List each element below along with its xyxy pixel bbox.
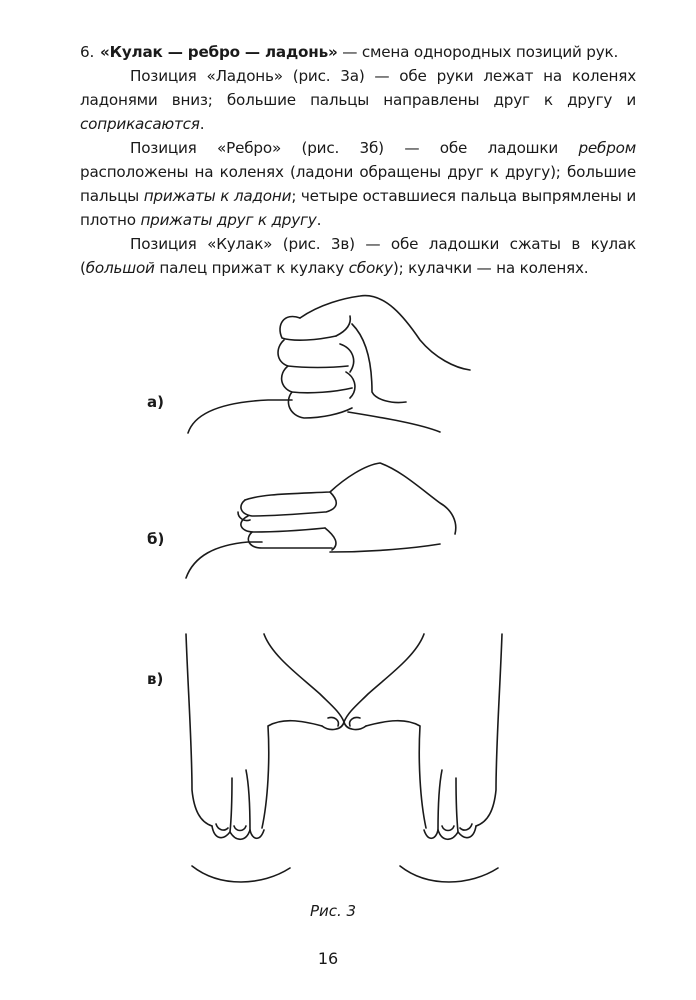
edge-text-1: Позиция «Ребро» (рис. 3б) — обе ладошки [130, 139, 579, 157]
fist-text-2: большой [85, 259, 155, 277]
edge-text-5: ; четыре оставшиеся пальца выпрямлены и плотно [80, 187, 636, 229]
item-number: 6. [80, 43, 95, 61]
fist-text-3: палец прижат к кулаку [154, 259, 349, 277]
edge-text-6: прижаты друг к другу [140, 211, 317, 229]
page-number-text: 16 [317, 949, 339, 968]
edge-text-2: ребром [578, 139, 636, 157]
edge-text-3: расположены на коленях (ладони обращены друг к другу); большие пальцы [80, 163, 636, 205]
figure-label-a: а) [147, 393, 164, 411]
palm-text-1: Позиция «Ладонь» (рис. 3а) — обе руки лежат на коленях ладонями вниз; большие пальцы направлены друг к другу и [80, 67, 636, 109]
page-number [0, 949, 696, 968]
figure-caption-text: Рис. 3 [309, 902, 357, 920]
palm-text-2: соприкасаются [80, 115, 200, 133]
figure-label-b: б) [147, 530, 165, 548]
fist-drawing [188, 296, 470, 433]
palm-text-3: . [199, 115, 205, 133]
palm-edge-drawing [186, 463, 456, 578]
exercise-title: «Кулак — ребро — ладонь» [100, 43, 338, 61]
edge-text-4: прижаты к ладони [143, 187, 292, 205]
figure-caption [0, 902, 696, 920]
fist-text-4: сбоку [348, 259, 393, 277]
fist-text-1: Позиция «Кулак» (рис. 3в) — обе ладошки сжаты в кулак ( [80, 235, 636, 277]
exercise-title-rest: — смена однородных позиций рук. [337, 43, 619, 61]
figure-label-c: в) [147, 670, 164, 688]
palms-down-drawing [186, 634, 502, 882]
fist-text-5: ); кулачки — на коленях. [392, 259, 589, 277]
edge-text-7: . [316, 211, 322, 229]
